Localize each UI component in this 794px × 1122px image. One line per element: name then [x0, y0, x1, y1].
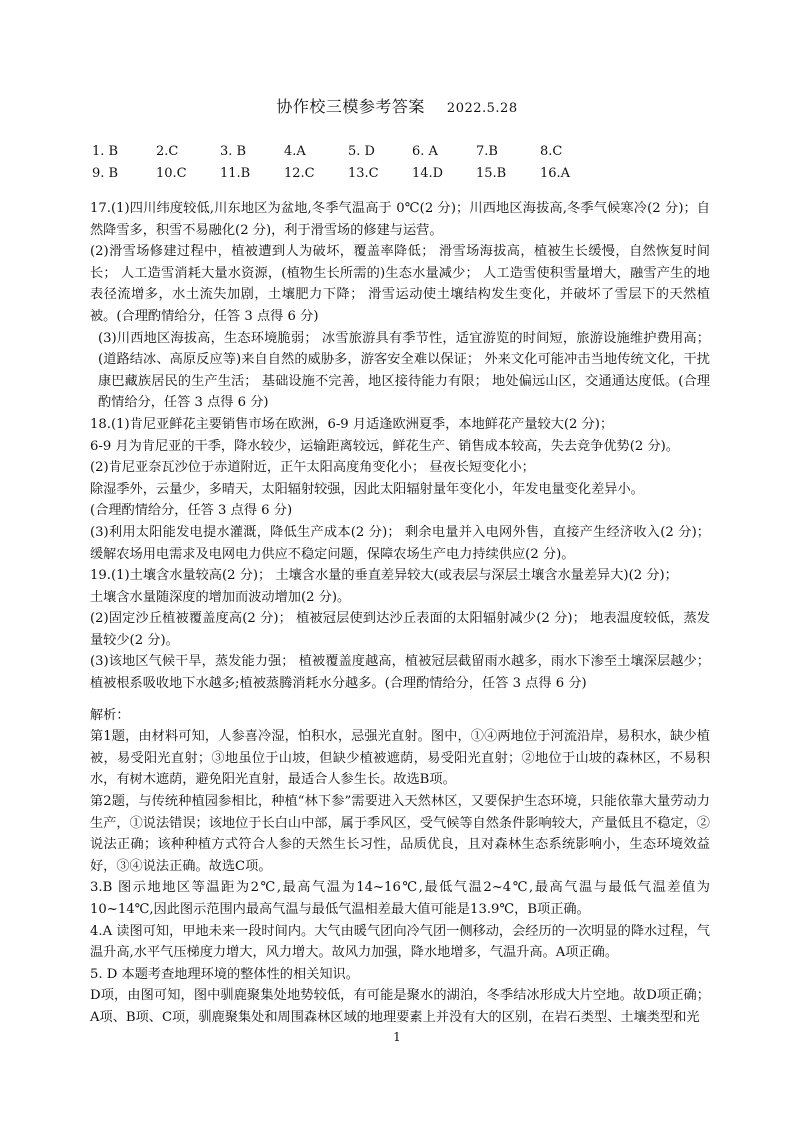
- analysis-q3: 3.B 图示地地区等温距为2℃,最高气温为14~16℃,最低气温2~4℃,最高气温与最低气温差值为10~14℃,因此图示范围内最高气温与最低气温相差最大值可能是13.9℃，B项正确。: [90, 880, 710, 917]
- q19-part2: (2)固定沙丘植被覆盖度高(2 分)； 植被冠层使到达沙丘表面的太阳辐射减少(2 分)； 地表温度较低，蒸发量较少(2 分)。: [90, 611, 710, 648]
- answer-item: 12.C: [284, 165, 315, 181]
- q17-part2: (2)滑雪场修建过程中，植被遭到人为破坏，覆盖率降低； 滑雪场海拔高，植被生长缓慢，自然恢复时间长； 人工造雪消耗大量水资源，(植物生长所需的)生态水量减少； 人工造雪使积雪量增大，融雪产生的地表径流增多，水土流失加剧，土壤肥力下降； 滑雪运动使土壤结构发生变化，并破坏了雪层下的天然植被。(合理酌情给分，任答 3 点得 6 分): [90, 244, 710, 324]
- answer-item: 13.C: [348, 165, 379, 181]
- answer-item: 7.B: [476, 143, 498, 159]
- q19-part1-b: 土壤含水量随深度的增加而波动增加(2 分)。: [90, 589, 351, 605]
- answer-row-1: [92, 140, 604, 162]
- analysis-heading: 解析：: [90, 707, 130, 723]
- answer-row-2: [92, 162, 604, 184]
- q17-part1: 17.(1)四川纬度较低,川东地区为盆地,冬季气温高于 0℃(2 分)；川西地区海拔高,冬季气候寒冷(2 分)；自然降雪多，积雪不易融化(2 分)，利于滑雪场的修建与运营。: [90, 201, 710, 238]
- answer-item: 5. D: [348, 143, 375, 159]
- q18-part2-c: (合理酌情给分，任答 3 点得 6 分): [90, 503, 293, 519]
- answer-item: 16.A: [540, 165, 571, 181]
- answer-item: 9. B: [92, 165, 119, 181]
- answer-item: 14.D: [412, 165, 444, 181]
- q18-part2-b: 除湿季外，云量少，多晴天，太阳辐射较强，因此太阳辐射量年变化小，年发电量变化差异小。: [90, 481, 644, 497]
- title-date: 2022.5.28: [446, 101, 518, 116]
- answer-item: 4.A: [284, 143, 306, 159]
- answer-item: 10.C: [156, 165, 187, 181]
- answer-item: 8.C: [540, 143, 563, 159]
- title-text: 协作校三模参考答案: [276, 97, 425, 116]
- analysis-q2: 第2题，与传统种植园参相比，种植“林下参”需要进入天然林区，又要保护生态环境，只能依靠大量劳动力生产，①说法错误；该地位于长白山中部，属于季风区，受气候等自然条件影响较大，产量低且不稳定，②说法正确；该种种植方式符合人参的天然生长习性，品质优良，且对森林生态系统影响小，生态环境效益好，③④说法正确。故选C项。: [90, 794, 710, 874]
- q18-part2-a: (2)肯尼亚奈瓦沙位于赤道附近，正午太阳高度角变化小； 昼夜长短变化小；: [90, 460, 535, 476]
- answer-item: 3. B: [220, 143, 247, 159]
- q18-part1-a: 18.(1)肯尼亚鲜花主要销售市场在欧洲，6-9 月适逢欧洲夏季，本地鲜花产量较大(2 分)；: [90, 416, 614, 432]
- q19-part1-a: 19.(1)土壤含水量较高(2 分)； 土壤含水量的垂直差异较大(或表层与深层土壤含水量差异大)(2 分)；: [90, 568, 678, 584]
- analysis-q5-heading: 5. D 本题考查地理环境的整体性的相关知识。: [90, 966, 359, 982]
- answer-item: 1. B: [92, 143, 119, 159]
- answer-item: 11.B: [220, 165, 251, 181]
- q19-part3: (3)该地区气候干旱，蒸发能力强； 植被覆盖度越高，植被冠层截留雨水越多，雨水下渗至土壤深层越少； 植被根系吸收地下水越多;植被蒸腾消耗水分越多。(合理酌情给分，任答 3 点得 6 分): [90, 654, 710, 692]
- answer-item: 2.C: [156, 143, 179, 159]
- page-title: [0, 94, 794, 117]
- q18-part3: (3)利用太阳能发电提水灌溉，降低生产成本(2 分)； 剩余电量并入电网外售，直接产生经济收入(2 分)； 缓解农场用电需求及电网电力供应不稳定问题，保障农场生产电力持续供应(2 分)。: [90, 524, 710, 562]
- analysis-q1: 第1题，由材料可知，人参喜冷湿，怕积水，忌强光直射。图中，①④两地位于河流沿岸，易积水，缺少植被，易受阳光直射；③地虽位于山坡，但缺少植被遮荫，易受阳光直射；②地位于山坡的森林区，不易积水，有树木遮荫，避免阳光直射，最适合人参生长。故选B项。: [90, 729, 710, 788]
- answer-key: [92, 140, 604, 184]
- page-number: 1: [393, 1030, 401, 1044]
- answer-item: 6. A: [412, 143, 438, 159]
- answer-body: [90, 198, 710, 1029]
- q18-part1-b: 6-9 月为肯尼亚的干季，降水较少，运输距离较远，鲜花生产、销售成本较高，失去竞争优势(2 分)。: [90, 438, 679, 454]
- answer-item: 15.B: [476, 165, 507, 181]
- analysis-q5: D项，由图可知，图中驯鹿聚集处地势较低，有可能是聚水的湖泊，冬季结冰形成大片空地。故D项正确；A项、B项、C项，驯鹿聚集处和周围森林区域的地理要素上并没有大的区别，在岩石类型、土壤类型和光: [90, 988, 710, 1025]
- analysis-q4: 4.A 读图可知，甲地未来一段时间内。大气由暖气团向冷气团一侧移动，会经历的一次明显的降水过程，气温升高,水平气压梯度力增大，风力增大。故风力加强，降水地增多，气温升高。A项正确。: [90, 923, 710, 961]
- q17-part3: (3)川西地区海拔高，生态环境脆弱； 冰雪旅游具有季节性，适宜游览的时间短，旅游设施维护费用高； (道路结冰、高原反应等)来自自然的威胁多，游客安全难以保证； 外来文化可能冲击当地传统文化，干扰康巴藏族居民的生产生活； 基础设施不完善，地区接待能力有限； 地处偏远山区，交通通达度低。(合理酌情给分，任答 3 点得 6 分): [98, 330, 710, 411]
